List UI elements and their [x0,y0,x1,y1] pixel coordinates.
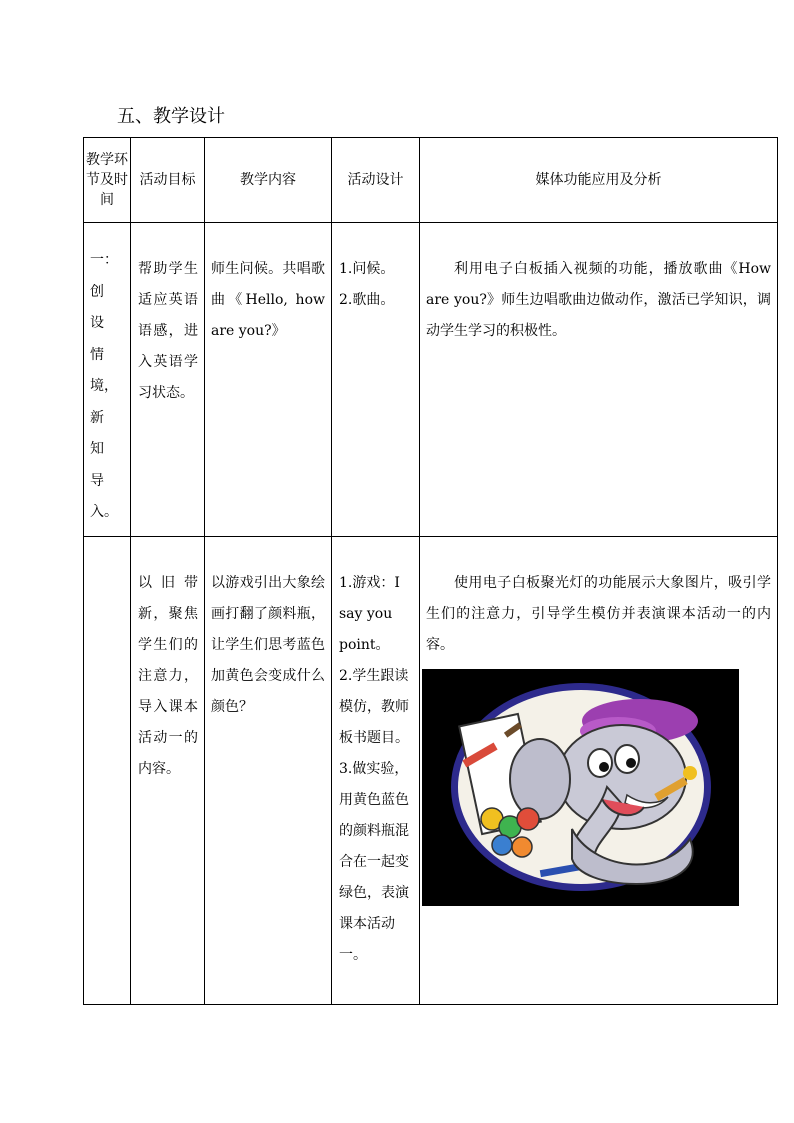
header-media: 媒体功能应用及分析 [420,138,778,223]
row2-content: 以游戏引出大象绘画打翻了颜料瓶，让学生们思考蓝色加黄色会变成什么颜色？ [211,575,325,715]
row1-media: 利用电子白板插入视频的功能，播放歌曲《How are you?》师生边唱歌曲边做动作，激活已学知识，调动学生学习的积极性。 [426,261,771,339]
section-title: 五、教学设计 [117,106,225,127]
row2-activity-line-2: 2.学生跟读模仿，教师板书题目。 [339,668,409,746]
header-activity: 活动设计 [332,138,420,223]
row1-stage: 一：创设情境，新知导入。 [90,252,118,520]
row2-goal-cell [131,537,205,1005]
row2-goal: 以旧带新，聚焦学生们的注意力，导入课本活动一的内容。 [138,575,198,777]
teaching-design-table [83,137,778,1005]
row1-activity-line-1: 1.问候。 [339,261,395,277]
row1-activity-cell [332,223,420,537]
row2-activity-cell [332,537,420,1005]
elephant-spotlight-image [422,669,739,906]
table-row [84,537,778,1005]
table-header-row [84,138,778,223]
row1-stage-cell [84,223,131,537]
row2-stage-cell [84,537,131,1005]
row2-stage [84,537,114,559]
header-content: 教学内容 [205,138,332,223]
row2-activity-line-1: 1.游戏：I say you point。 [339,575,400,653]
row1-activity-line-2: 2.歌曲。 [339,292,395,308]
table-row [84,223,778,537]
row1-content: 师生问候。共唱歌曲《Hello, how are you?》 [211,261,325,339]
row1-goal-cell [131,223,205,537]
row1-media-cell [420,223,778,537]
header-goal: 活动目标 [131,138,205,223]
row2-activity-line-3: 3.做实验，用黄色蓝色的颜料瓶混合在一起变绿色，表演课本活动一。 [339,761,409,963]
row2-media: 使用电子白板聚光灯的功能展示大象图片，吸引学生们的注意力，引导学生模仿并表演课本活动一的内容。 [426,575,771,653]
elephant-illustration [422,669,739,906]
row1-content-cell [205,223,332,537]
row1-goal: 帮助学生适应英语语感，进入英语学习状态。 [138,261,198,401]
row2-content-cell [205,537,332,1005]
header-stage: 教学环节及时间 [84,138,131,223]
row2-media-cell [420,537,778,1005]
